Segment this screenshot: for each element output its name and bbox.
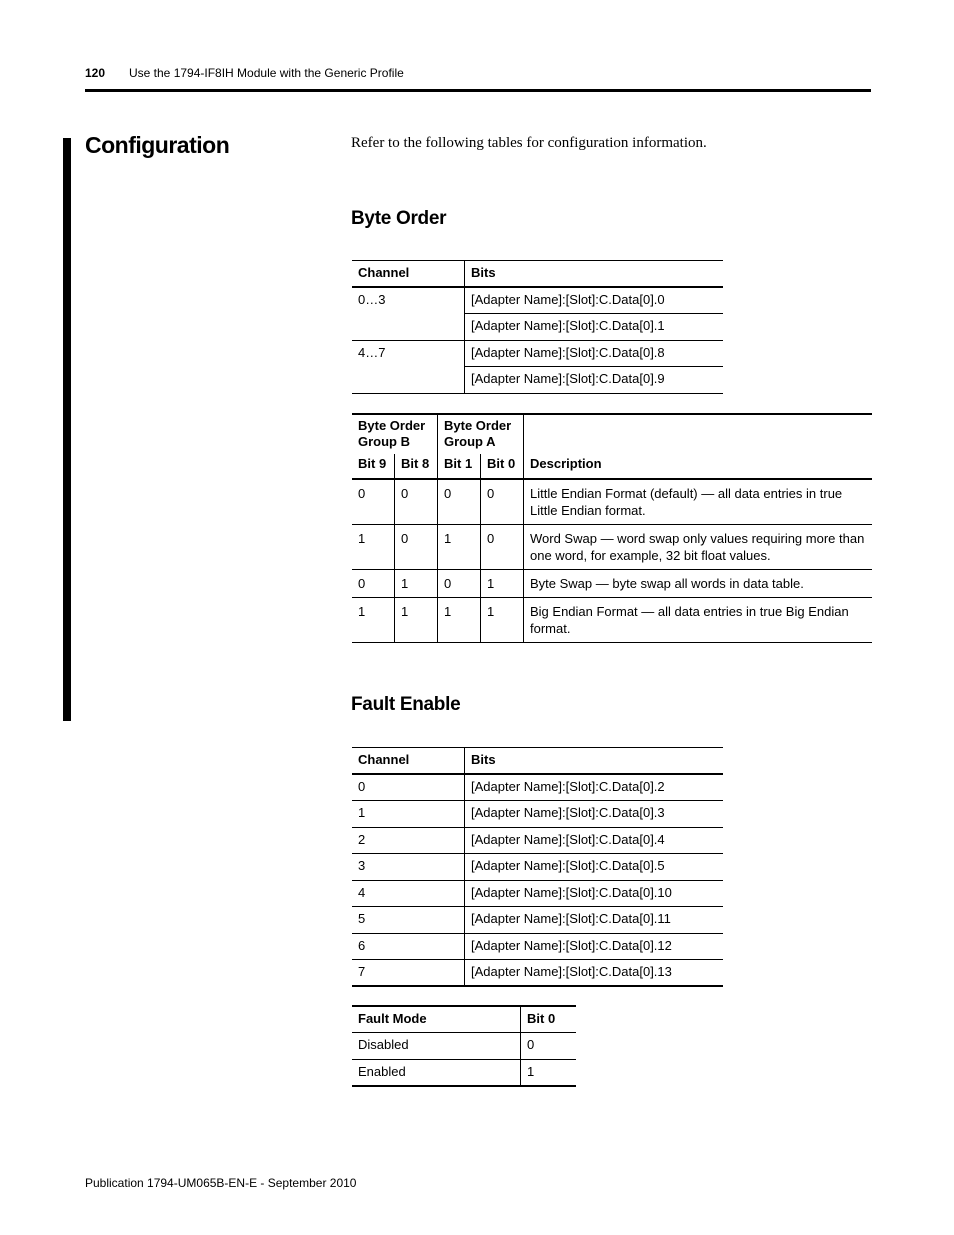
description-cell: Little Endian Format (default) — all data entries in true Little Endian format. bbox=[524, 479, 873, 525]
column-header: Bit 0 bbox=[481, 454, 524, 479]
channel-cell: 5 bbox=[358, 911, 366, 926]
table-row bbox=[352, 933, 723, 960]
bits-cell: [Adapter Name]:[Slot]:C.Data[0].12 bbox=[465, 933, 724, 960]
channel-cell: 4 bbox=[358, 884, 366, 900]
table-row bbox=[352, 907, 723, 934]
description-cell: Big Endian Format — all data entries in true Big Endian format. bbox=[524, 598, 873, 643]
byte-order-channel-table bbox=[352, 260, 723, 394]
column-header: Bit 0 bbox=[521, 1006, 577, 1033]
header-rule bbox=[85, 89, 871, 92]
description-cell: Word Swap — word swap only values requiring more than one word, for example, 32 bit float values. bbox=[524, 525, 873, 570]
footer-publication: Publication 1794-UM065B-EN-E - September 2010 bbox=[85, 1176, 357, 1190]
channel-cell: 1 bbox=[358, 805, 366, 820]
group-b-header: Byte Order Group B bbox=[358, 418, 426, 449]
column-header: Bit 1 bbox=[438, 454, 481, 479]
table-row bbox=[352, 854, 723, 881]
table-cell: 0 bbox=[438, 479, 481, 525]
description-cell: Byte Swap — byte swap all words in data table. bbox=[524, 570, 873, 598]
table-header-row bbox=[352, 414, 872, 454]
channel-cell: 3 bbox=[358, 858, 366, 873]
bit-cell: 0 bbox=[521, 1033, 577, 1060]
bits-cell: [Adapter Name]:[Slot]:C.Data[0].10 bbox=[465, 880, 724, 907]
table-header-row bbox=[352, 1006, 576, 1033]
table-cell: 1 bbox=[481, 598, 524, 643]
channel-cell: 0 bbox=[358, 779, 366, 794]
bits-cell: [Adapter Name]:[Slot]:C.Data[0].1 bbox=[465, 314, 724, 341]
column-header: Bits bbox=[465, 748, 724, 775]
channel-cell: 0…3 bbox=[352, 287, 465, 340]
table-row bbox=[352, 570, 872, 598]
table-cell: 0 bbox=[438, 570, 481, 598]
table-header-row bbox=[352, 454, 872, 479]
table-row bbox=[352, 774, 723, 801]
table-row bbox=[352, 1059, 576, 1086]
table-row bbox=[352, 598, 872, 643]
table-row bbox=[352, 287, 723, 314]
table-cell: 1 bbox=[395, 570, 438, 598]
change-bar bbox=[63, 138, 71, 721]
intro-text: Refer to the following tables for configuration information. bbox=[351, 135, 707, 151]
bits-cell: [Adapter Name]:[Slot]:C.Data[0].8 bbox=[465, 340, 724, 367]
table-header-row bbox=[352, 261, 723, 288]
fault-mode-table bbox=[352, 1005, 576, 1087]
running-title: Use the 1794-IF8IH Module with the Generic Profile bbox=[129, 66, 404, 80]
table-cell: 1 bbox=[438, 525, 481, 570]
table-cell: 1 bbox=[395, 598, 438, 643]
table-cell: 0 bbox=[358, 576, 366, 591]
bits-cell: [Adapter Name]:[Slot]:C.Data[0].11 bbox=[465, 907, 724, 934]
bits-cell: [Adapter Name]:[Slot]:C.Data[0].4 bbox=[465, 827, 724, 854]
description-group-header bbox=[524, 414, 873, 454]
table-row bbox=[352, 525, 872, 570]
section-title: Configuration bbox=[85, 132, 230, 158]
column-header: Channel bbox=[358, 265, 410, 280]
channel-cell: 2 bbox=[358, 831, 366, 847]
table-row bbox=[352, 827, 723, 854]
page-number: 120 bbox=[85, 66, 106, 80]
bits-cell: [Adapter Name]:[Slot]:C.Data[0].2 bbox=[465, 774, 724, 801]
group-a-header: Byte Order Group A bbox=[438, 414, 524, 454]
column-header: Bit 9 bbox=[358, 456, 387, 471]
table-row bbox=[352, 801, 723, 828]
table-cell: 1 bbox=[438, 598, 481, 643]
table-cell: 0 bbox=[481, 525, 524, 570]
table-header-row bbox=[352, 748, 723, 775]
table-cell: 1 bbox=[358, 604, 366, 619]
table-row bbox=[352, 1033, 576, 1060]
column-header: Description bbox=[524, 454, 873, 479]
byte-order-heading: Byte Order bbox=[351, 208, 447, 229]
bits-cell: [Adapter Name]:[Slot]:C.Data[0].5 bbox=[465, 854, 724, 881]
table-cell: 1 bbox=[358, 531, 366, 546]
byte-order-format-table bbox=[352, 413, 872, 643]
table-cell: 0 bbox=[358, 486, 366, 501]
bits-cell: [Adapter Name]:[Slot]:C.Data[0].13 bbox=[465, 960, 724, 987]
column-header: Channel bbox=[358, 752, 410, 767]
table-row bbox=[352, 880, 723, 907]
column-header: Bit 8 bbox=[395, 454, 438, 479]
column-header: Fault Mode bbox=[358, 1011, 427, 1026]
table-cell: 0 bbox=[395, 525, 438, 570]
channel-cell: 6 bbox=[358, 937, 366, 953]
bit-cell: 1 bbox=[521, 1059, 577, 1086]
fault-mode-cell: Enabled bbox=[358, 1063, 406, 1079]
table-row bbox=[352, 960, 723, 987]
channel-cell: 7 bbox=[358, 964, 366, 979]
bits-cell: [Adapter Name]:[Slot]:C.Data[0].3 bbox=[465, 801, 724, 828]
column-header: Bits bbox=[465, 261, 724, 288]
fault-enable-channel-table bbox=[352, 747, 723, 987]
table-row bbox=[352, 479, 872, 525]
table-cell: 0 bbox=[481, 479, 524, 525]
channel-cell: 4…7 bbox=[352, 340, 465, 393]
table-row bbox=[352, 340, 723, 367]
bits-cell: [Adapter Name]:[Slot]:C.Data[0].9 bbox=[465, 367, 724, 394]
table-cell: 0 bbox=[395, 479, 438, 525]
fault-mode-cell: Disabled bbox=[358, 1037, 409, 1052]
fault-enable-heading: Fault Enable bbox=[351, 694, 461, 715]
table-cell: 1 bbox=[481, 570, 524, 598]
bits-cell: [Adapter Name]:[Slot]:C.Data[0].0 bbox=[465, 287, 724, 314]
